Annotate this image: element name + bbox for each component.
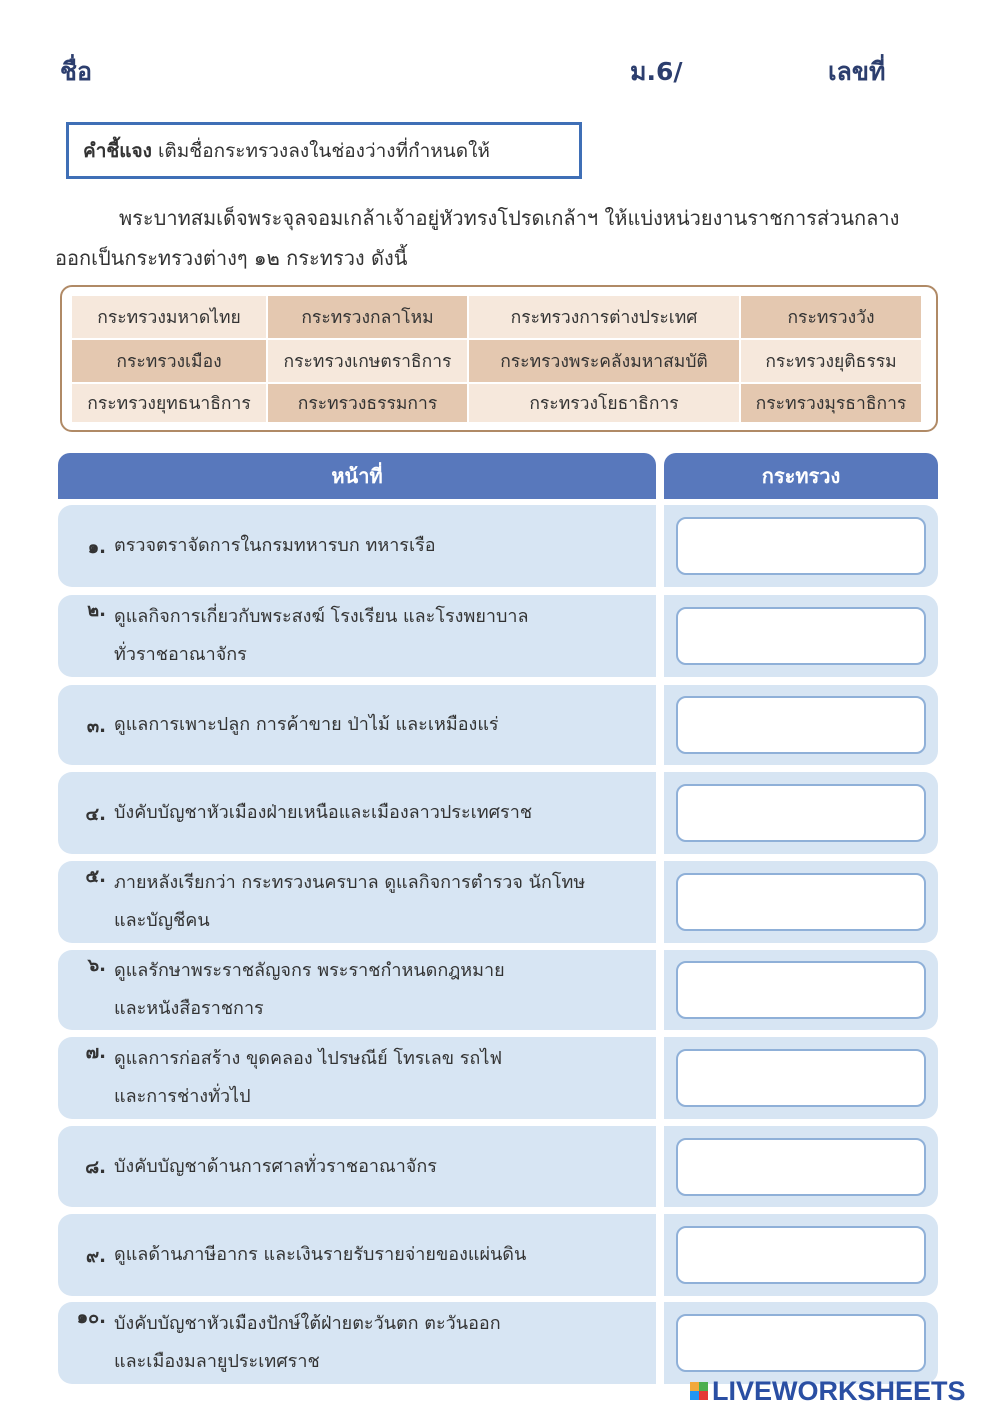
duty-text: ดูแลด้านภาษีอากร และเงินรายรับรายจ่ายของแผ่นดิน	[114, 1244, 527, 1265]
word-bank-item: กระทรวงการต่างประเทศ	[469, 296, 741, 340]
column-header-ministry: กระทรวง	[664, 453, 938, 499]
answer-cell	[664, 861, 938, 943]
duty-cell	[58, 505, 656, 587]
answer-input[interactable]	[676, 1049, 926, 1107]
table-row	[58, 1037, 938, 1119]
duty-cell	[58, 950, 656, 1030]
word-bank-item: กระทรวงยุติธรรม	[741, 340, 923, 384]
answer-input[interactable]	[676, 607, 926, 665]
row-number: ๔.	[85, 803, 106, 825]
answer-input[interactable]	[676, 961, 926, 1019]
table-row	[58, 685, 938, 765]
word-bank-item: กระทรวงเมือง	[72, 340, 268, 384]
duty-text: ตรวจตราจัดการในกรมทหารบก ทหารเรือ	[114, 535, 436, 556]
row-number: ๓.	[86, 715, 106, 737]
duty-cell	[58, 861, 656, 943]
word-bank-item: กระทรวงมุรธาธิการ	[741, 384, 923, 424]
instruction-box	[66, 122, 582, 179]
answer-cell	[664, 1126, 938, 1207]
liveworksheets-logo	[690, 1373, 966, 1409]
answer-input[interactable]	[676, 1226, 926, 1284]
duty-text	[114, 864, 585, 940]
answer-cell	[664, 595, 938, 677]
word-bank	[60, 285, 938, 432]
table-row	[58, 861, 938, 943]
word-bank-grid	[72, 296, 926, 424]
answer-cell	[664, 505, 938, 587]
duty-cell	[58, 685, 656, 765]
word-bank-item: กระทรวงเกษตราธิการ	[268, 340, 469, 384]
answer-cell	[664, 1037, 938, 1119]
table-row	[58, 595, 938, 677]
duty-text	[114, 1305, 501, 1381]
duty-cell	[58, 595, 656, 677]
instruction-text: เติมชื่อกระทรวงลงในช่องว่างที่กำหนดให้	[157, 139, 490, 162]
row-number: ๑๐.	[76, 1307, 106, 1328]
word-bank-item: กระทรวงธรรมการ	[268, 384, 469, 424]
duty-text-line-2: และหนังสือราชการ	[114, 998, 264, 1019]
duty-cell	[58, 1214, 656, 1296]
duty-text-line-1: ดูแลการก่อสร้าง ขุดคลอง ไปรษณีย์ โทรเลข รถไฟ	[114, 1048, 503, 1069]
table-row	[58, 1126, 938, 1207]
duty-text	[114, 1040, 502, 1116]
word-bank-item: กระทรวงพระคลังมหาสมบัติ	[469, 340, 741, 384]
duty-text	[114, 952, 505, 1028]
answer-input[interactable]	[676, 696, 926, 754]
word-bank-item: กระทรวงวัง	[741, 296, 923, 340]
row-number: ๙.	[85, 1245, 106, 1267]
answer-input[interactable]	[676, 1138, 926, 1196]
table-row	[58, 1302, 938, 1384]
intro-paragraph	[55, 198, 945, 278]
word-bank-item: กระทรวงยุทธนาธิการ	[72, 384, 268, 424]
answer-cell	[664, 950, 938, 1030]
duty-text-line-2: และการช่างทั่วไป	[114, 1086, 251, 1107]
duty-text: ดูแลการเพาะปลูก การค้าขาย ป่าไม้ และเหมืองแร่	[114, 714, 499, 735]
duty-text-line-1: บังคับบัญชาหัวเมืองปักษ์ใต้ฝ่ายตะวันตก ตะวันออก	[114, 1313, 501, 1334]
row-number: ๑.	[87, 536, 106, 558]
word-bank-item: กระทรวงกลาโหม	[268, 296, 469, 340]
answer-input[interactable]	[676, 784, 926, 842]
duty-cell	[58, 772, 656, 854]
duty-text-line-1: ดูแลกิจการเกี่ยวกับพระสงฆ์ โรงเรียน และโรงพยาบาล	[114, 606, 529, 627]
duty-text-line-1: ภายหลังเรียกว่า กระทรวงนครบาล ดูแลกิจการตำรวจ นักโทษ	[114, 872, 586, 893]
duty-text	[114, 598, 529, 674]
answer-cell	[664, 772, 938, 854]
answer-cell	[664, 1302, 938, 1384]
duty-cell	[58, 1302, 656, 1384]
duty-text: บังคับบัญชาหัวเมืองฝ่ายเหนือและเมืองลาวประเทศราช	[114, 802, 533, 823]
table-row	[58, 505, 938, 587]
table-row	[58, 772, 938, 854]
row-number: ๗.	[85, 1042, 106, 1063]
word-bank-item: กระทรวงมหาดไทย	[72, 296, 268, 340]
name-label: ชื่อ	[60, 57, 92, 86]
duty-text-line-2: และบัญชีคน	[114, 910, 210, 931]
table-row	[58, 950, 938, 1030]
answer-input[interactable]	[676, 873, 926, 931]
answer-input[interactable]	[676, 1314, 926, 1372]
row-number: ๖.	[87, 955, 106, 976]
grade-label: ม.6/	[630, 57, 683, 86]
answer-cell	[664, 685, 938, 765]
duty-text-line-2: ทั่วราชอาณาจักร	[114, 644, 247, 665]
row-number: ๕.	[85, 866, 106, 887]
intro-line-2: ออกเป็นกระทรวงต่างๆ ๑๒ กระทรวง ดังนี้	[55, 246, 408, 270]
intro-line-1: พระบาทสมเด็จพระจุลจอมเกล้าเจ้าอยู่หัวทรงโปรดเกล้าฯ ให้แบ่งหน่วยงานราชการส่วนกลาง	[119, 206, 900, 230]
liveworksheets-logo-icon	[690, 1382, 708, 1400]
word-bank-item: กระทรวงโยธาธิการ	[469, 384, 741, 424]
instruction-heading: คำชี้แจง	[83, 139, 152, 162]
duty-cell	[58, 1126, 656, 1207]
answer-cell	[664, 1214, 938, 1296]
row-number: ๒.	[87, 600, 106, 621]
row-number: ๘.	[85, 1157, 106, 1178]
logo-text: LIVEWORKSHEETS	[712, 1375, 966, 1406]
table-row	[58, 1214, 938, 1296]
duty-text-line-1: ดูแลรักษาพระราชลัญจกร พระราชกำหนดกฎหมาย	[114, 960, 505, 981]
column-header-duty: หน้าที่	[58, 453, 656, 499]
duty-text-line-2: และเมืองมลายูประเทศราช	[114, 1351, 320, 1372]
answer-input[interactable]	[676, 517, 926, 575]
student-number-label: เลขที่	[828, 57, 886, 86]
duty-cell	[58, 1037, 656, 1119]
duty-text: บังคับบัญชาด้านการศาลทั่วราชอาณาจักร	[114, 1155, 437, 1177]
